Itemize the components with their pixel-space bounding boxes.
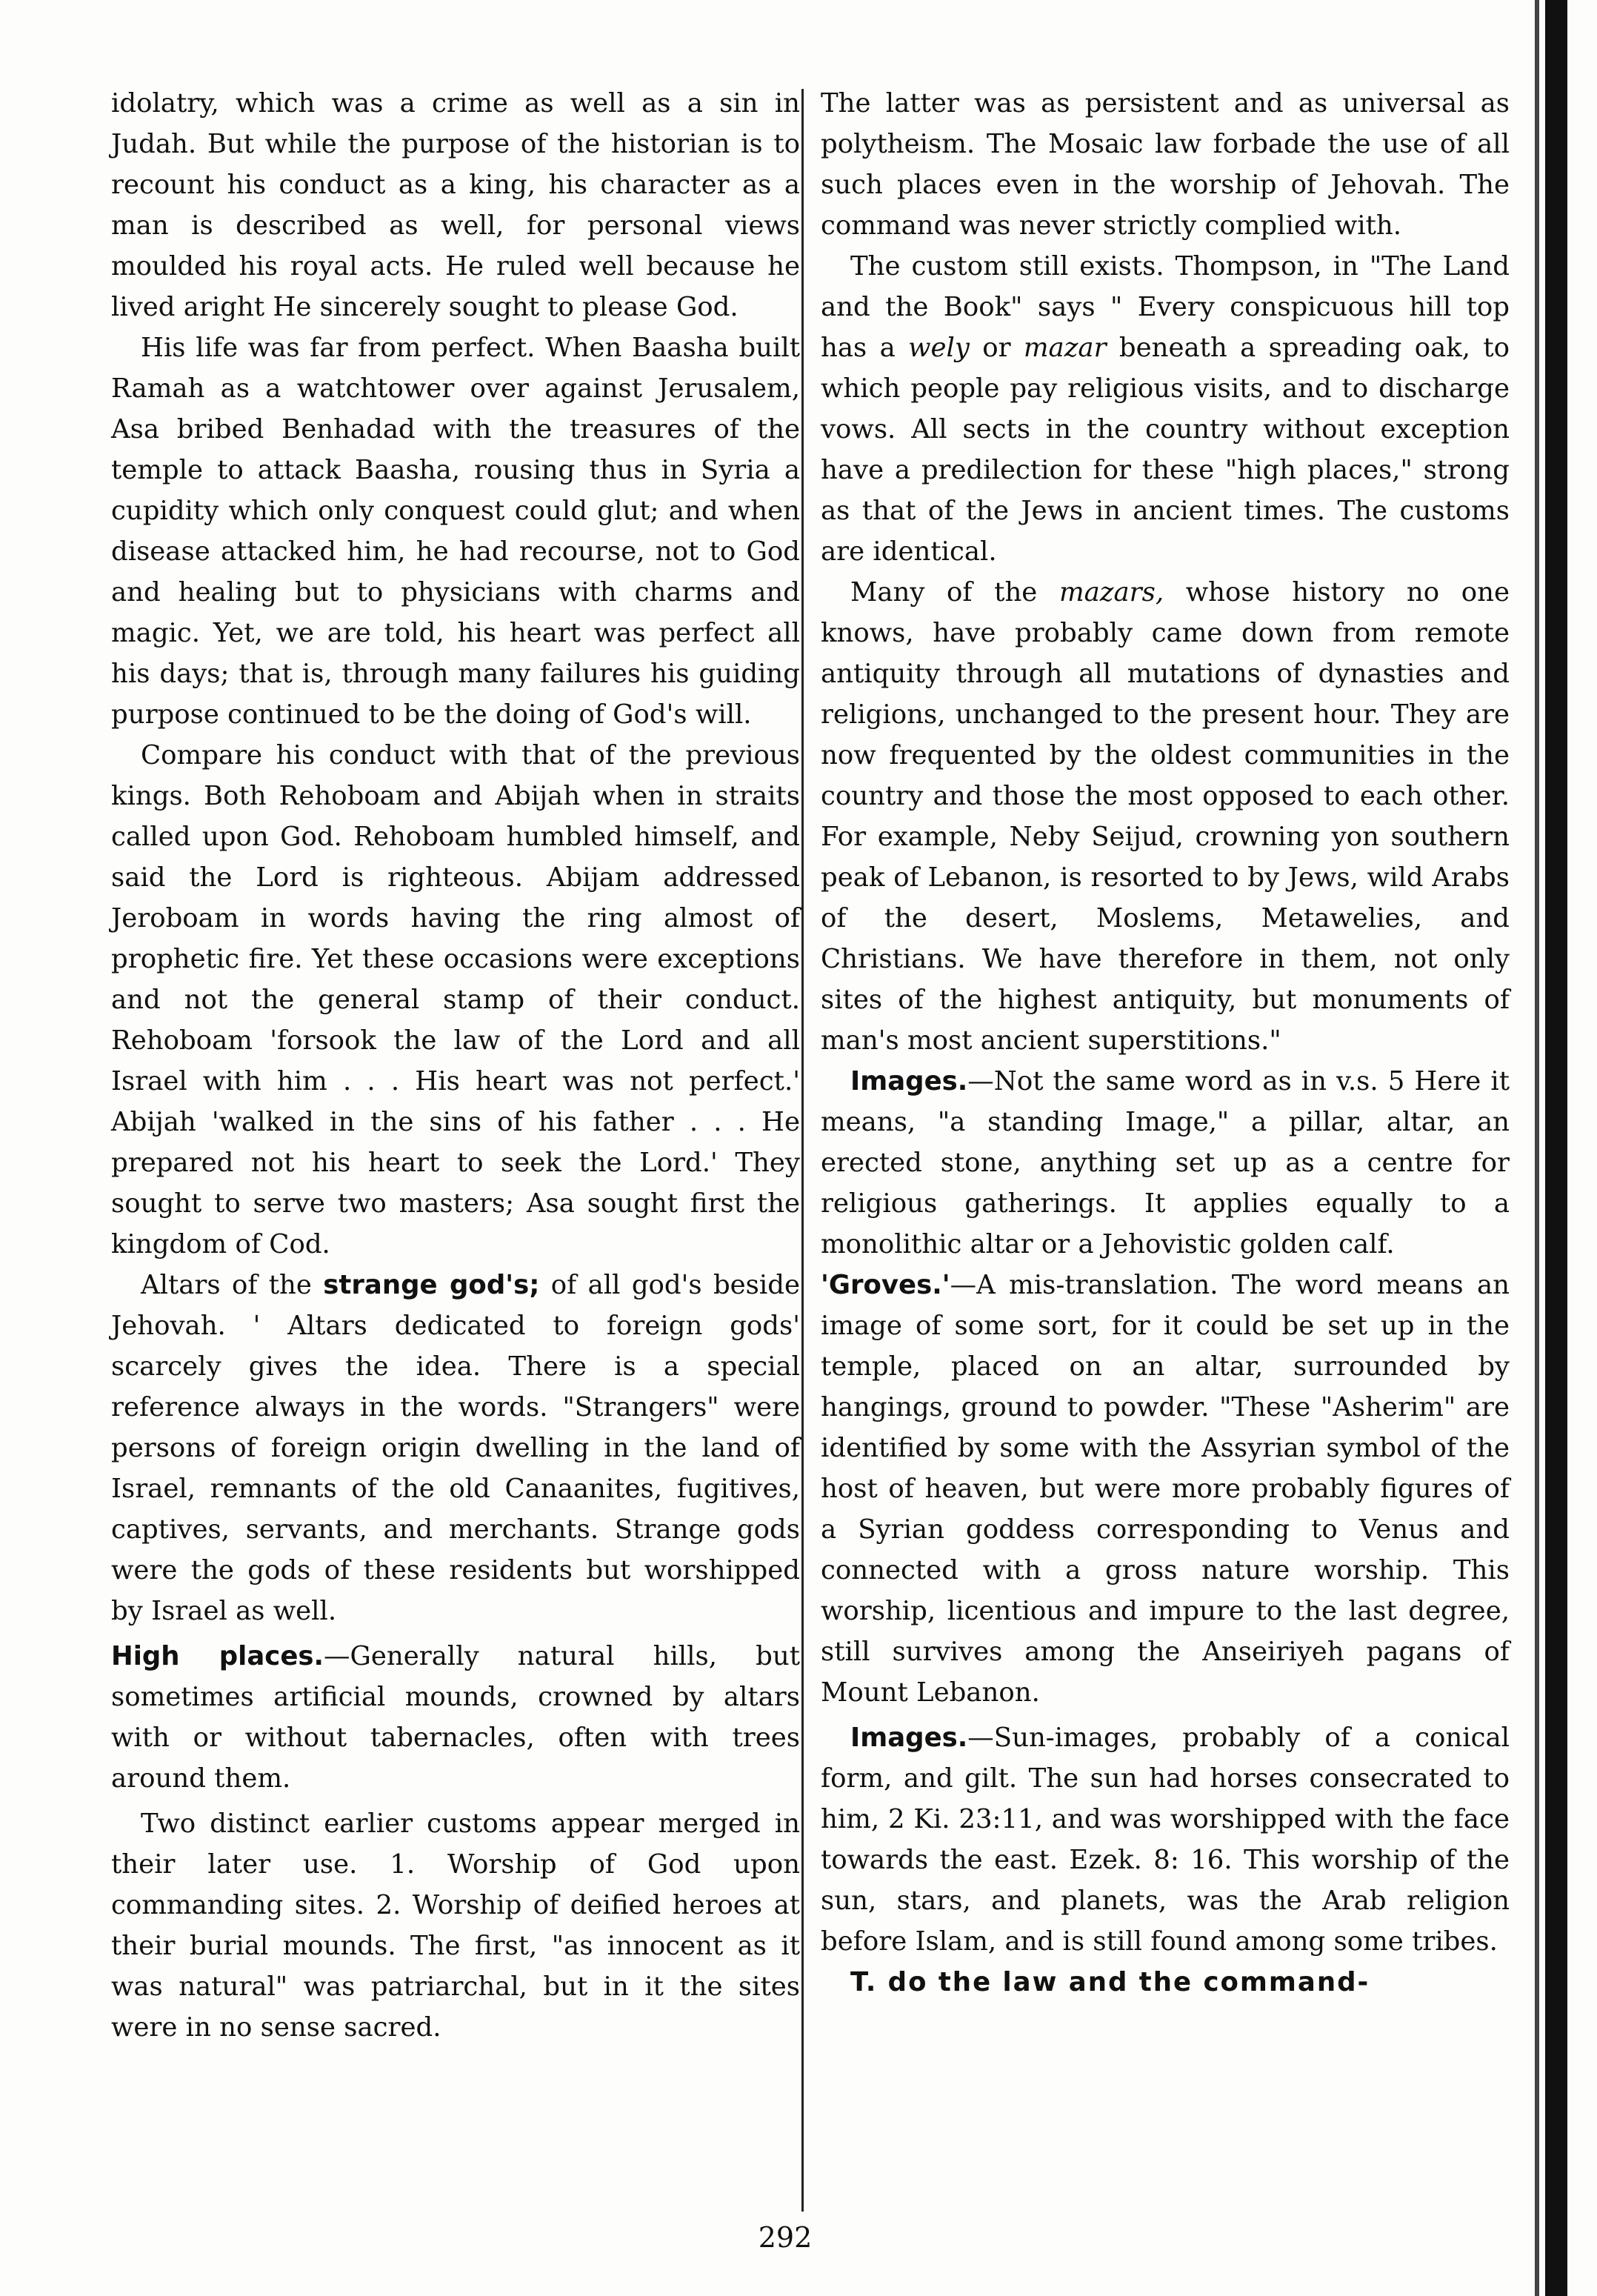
paragraph-compare-kings: Compare his conduct with that of the previous kings. Both Rehoboam and Abijah when in straits called upon God. Rehoboam humbled himself, and said the Lord is righteous. Abijam addressed Jeroboam in words having the ring almost of prophetic fire. Yet these occasions were exceptions and not the general stamp of their conduct. Rehoboam 'forsook the law of the Lord and all Israel with him . . . His heart was not perfect.' Abijah 'walked in the sins of his father . . . He prepared not his heart to seek the Lord.' They sought to serve two masters; Asa sought first the kingdom of Cod.	[111, 740, 800, 1260]
paragraph-earlier-customs: Two distinct earlier customs appear merged in their later use. 1. Worship of God upon commanding sites. 2. Worship of deified heroes at their burial mounds. The first, "as innocent as it was natural" was patriarchal, but in it the sites were in no sense sacred.	[111, 1808, 800, 2043]
paragraph-high-places: High places.—Generally natural hills, but sometimes artificial mounds, crowned by altars with or without tabernacles, often with trees around them.	[111, 1641, 800, 1794]
paragraph-persistent: The latter was as persistent and as universal as polytheism. The Mosaic law forbade the use of all such places even in the worship of Jehovah. The command was never strictly complied with.	[821, 88, 1510, 241]
right-column	[821, 83, 1510, 2003]
column-divider	[801, 89, 804, 2212]
heading-strange-gods: strange god's;	[323, 1270, 540, 1300]
left-column	[111, 83, 800, 2048]
page-edge-line	[1535, 0, 1539, 2296]
paragraph-do-the-law	[821, 1962, 1510, 2003]
paragraph-mazars: Many of the mazars, whose history no one knows, have probably came down from remote antiquity through all mutations of dynasties and religions, unchanged to the present hour. They are now frequented by the oldest communities in the country and those the most opposed to each other. For example, Neby Seijud, crowning yon southern peak of Lebanon, is resorted to by Jews, wild Arabs of the desert, Moslems, Metawelies, and Christians. We have therefore in them, not only sites of the highest antiquity, but monuments of man's most ancient superstitions."	[821, 577, 1510, 1056]
heading-images: Images.	[850, 1066, 968, 1097]
heading-groves: 'Groves.'	[821, 1270, 950, 1300]
paragraph-images-standing: Images.—Not the same word as in v.s. 5 Here it means, "a standing Image," a pillar, altar, an erected stone, anything set up as a centre for religious gatherings. It applies equally to a monolithic altar or a Jehovistic golden calf.	[821, 1066, 1510, 1260]
heading-do-the-law: T. do the law and the command-	[850, 1967, 1370, 1997]
paragraph-custom-exists: The custom still exists. Thompson, in "The Land and the Book" says " Every conspicuous hill top has a wely or mazar beneath a spreading oak, to which people pay religious visits, and to discharge vows. All sects in the country without exception have a predilection for these "high places," strong as that of the Jews in ancient times. The customs are identical.	[821, 251, 1510, 567]
page-number: 292	[758, 2221, 813, 2254]
paragraph-asa-life: His life was far from perfect. When Baasha built Ramah as a watchtower over against Jerusalem, Asa bribed Benhadad with the treasures of the temple to attack Baasha, rousing thus in Syria a cupidity which only conquest could glut; and when disease attacked him, he had recourse, not to God and healing but to physicians with charms and magic. Yet, we are told, his heart was perfect all his days; that is, through many failures his guiding purpose continued to be the doing of God's will.	[111, 333, 800, 730]
page-edge-bar	[1545, 0, 1567, 2296]
paragraph-groves: 'Groves.'—A mis-translation. The word means an image of some sort, for it could be set up in the temple, placed on an altar, surrounded by hangings, ground to powder. "These "Asherim" are identified by some with the Assyrian symbol of the host of heaven, but were more probably figures of a Syrian goddess corresponding to Venus and connected with a gross nature worship. This worship, licentious and impure to the last degree, still survives among the Anseiriyeh pagans of Mount Lebanon.	[821, 1270, 1510, 1708]
paragraph-asa-idolatry: idolatry, which was a crime as well as a sin in Judah. But while the purpose of the historian is to recount his conduct as a king, his character as a man is described as well, for personal views moulded his royal acts. He ruled well because he lived aright He sincerely sought to please God.	[111, 88, 800, 322]
heading-sun-images: Images.	[850, 1723, 968, 1753]
heading-high-places: High places.	[111, 1641, 324, 1671]
paragraph-sun-images: Images.—Sun-images, probably of a conical form, and gilt. The sun had horses consecrated to him, 2 Ki. 23:11, and was worshipped with the face towards the east. Ezek. 8: 16. This worship of the sun, stars, and planets, was the Arab religion before Islam, and is still found among some tribes.	[821, 1723, 1510, 1957]
paragraph-strange-gods: Altars of the strange god's; of all god's beside Jehovah. ' Altars dedicated to foreign gods' scarcely gives the idea. There is a special reference always in the words. "Strangers" were persons of foreign origin dwelling in the land of Israel, remnants of the old Canaanites, fugitives, captives, servants, and merchants. Strange gods were the gods of these residents but worshipped by Israel as well.	[111, 1270, 800, 1626]
